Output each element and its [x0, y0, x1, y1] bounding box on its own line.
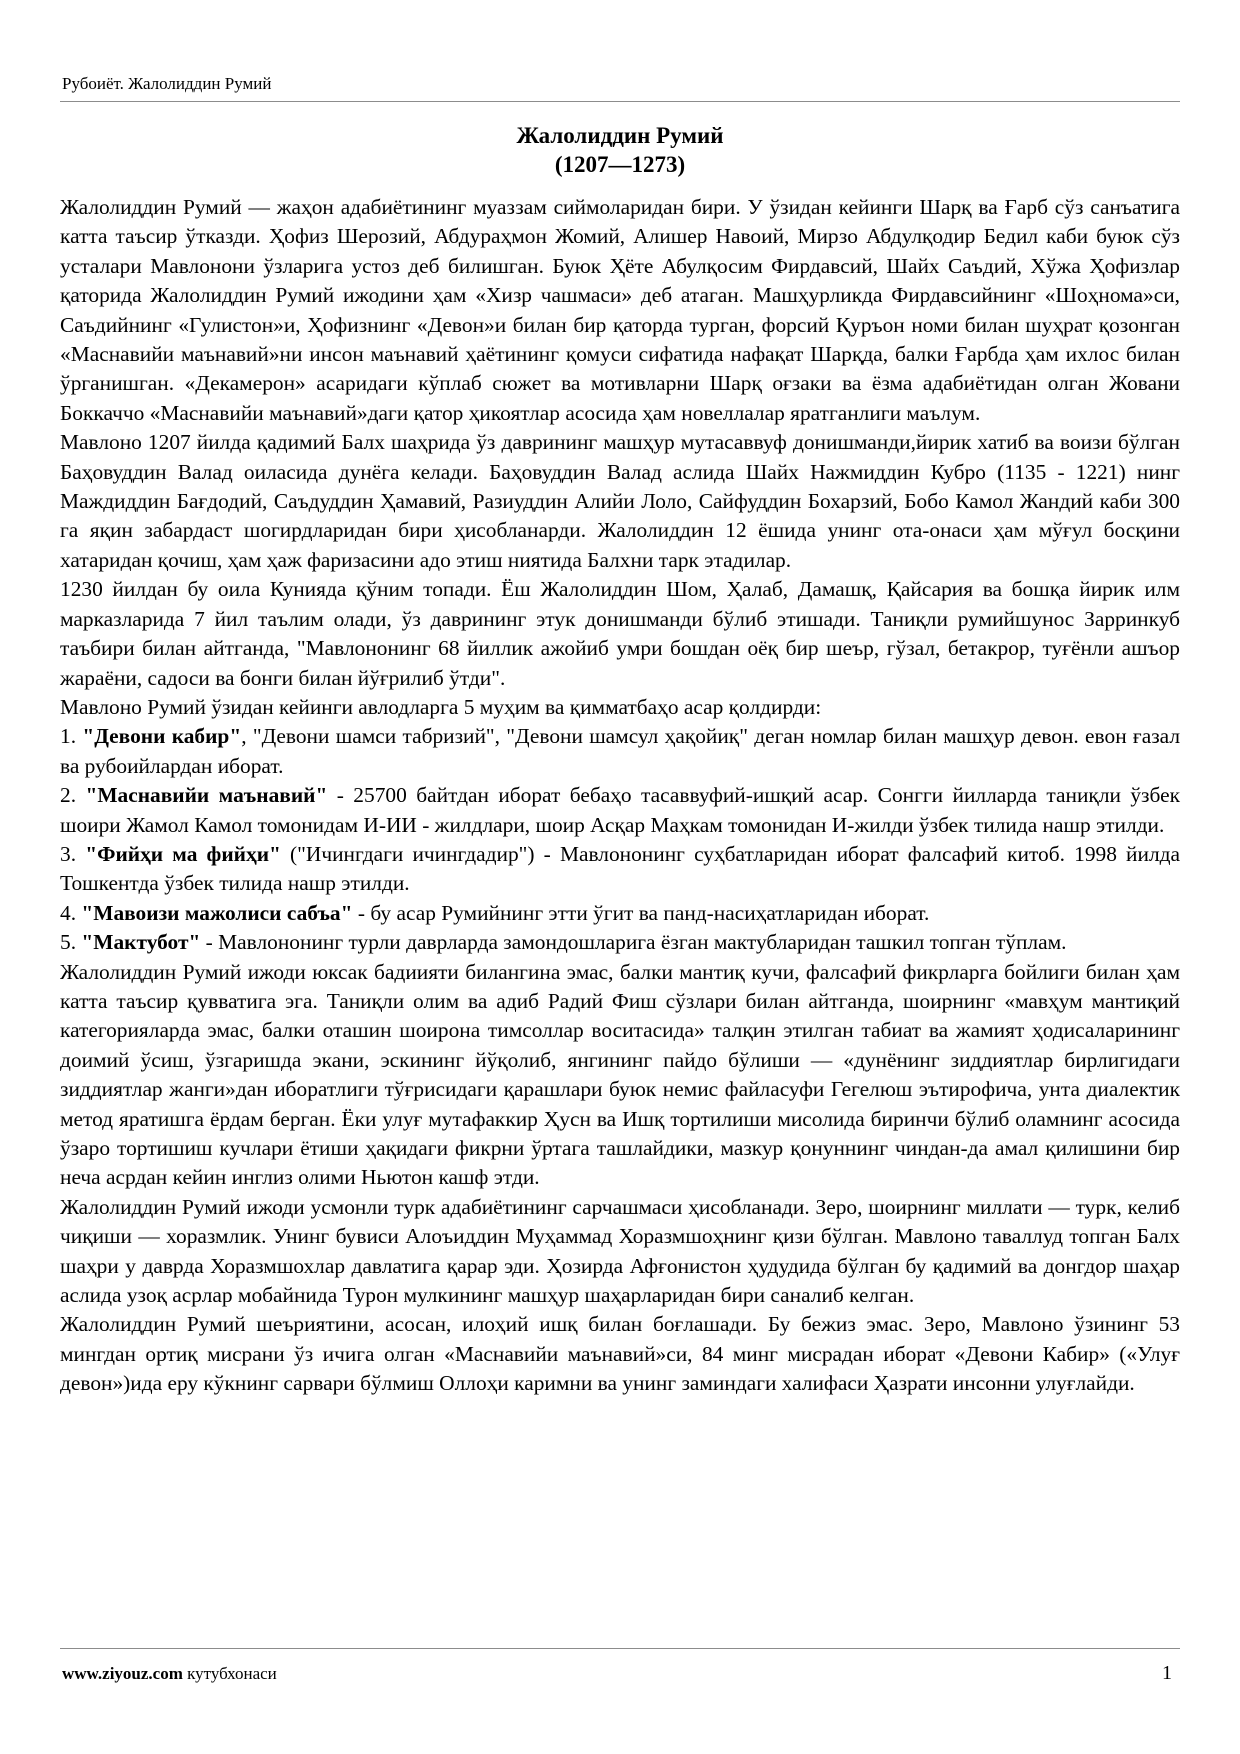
header-rule — [60, 101, 1180, 102]
work-item — [60, 840, 1180, 899]
paragraph-intro: Жалолиддин Румий — жаҳон адабиётининг муаззам сиймоларидан бири. У ўзидан кейинги Шарқ ва Ғарб сўз санъатига катта таъсир ўтказди. Ҳофиз Шерозий, Абдураҳмон Жомий, Алишер Навоий, Мирзо Абдулқодир Бедил каби буюк сўз усталари Мавлонони ўзларига устоз деб билишган. Буюк Ҳёте Абулқосим Фирдавсий, Шайх Саъдий, Хўжа Ҳофизлар қаторида Жалолиддин Румий ижодини ҳам «Хизр чашмаси» деб атаган. Машҳурликда Фирдавсийнинг «Шоҳнома»си, Саъдийнинг «Гулистон»и, Ҳофизнинг «Девон»и билан бир қаторда турган, форсий Қуръон номи билан шуҳрат қозонган «Маснавийи маънавий»ни инсон маънавий ҳаётининг қомуси сифатида нафақат Шарқда, балки Ғарбда ҳам ихлос билан ўрганишган. «Декамерон» асаридаги кўплаб сюжет ва мотивларни Шарқ оғзаки ва ёзма адабиётидан олган Жовани Боккаччо «Маснавийи маънавий»даги қатор ҳикоятлар асосида ҳам новеллалар яратганлиги маълум. — [60, 195, 1180, 425]
paragraph-origin: Жалолиддин Румий ижоди усмонли турк адабиётининг сарчашмаси ҳисобланади. Зеро, шоирнинг миллати — турк, келиб чиқиши — хоразмлик. Унинг бувиси Алоъиддин Муҳаммад Хоразмшоҳнинг қизи бўлган. Мавлоно таваллуд топган Балх шаҳри у даврда Хоразмшохлар давлатига қарар эди. Ҳозирда Афғонистон ҳудудида бўлган бу қадимий ва донгдор шаҳар аслида узоқ асрлар мобайнида Турон мулкининг машҳур шаҳарларидан бири саналиб келган. — [60, 1194, 1180, 1308]
footer-rule — [60, 1648, 1180, 1649]
document-title — [60, 121, 1180, 179]
work-number: 5. — [60, 930, 82, 955]
paragraph-divine-love: Жалолиддин Румий шеъриятини, асосан, илоҳий ишқ билан боғлашади. Бу бежиз эмас. Зеро, Мавлоно ўзининг 53 мингдан ортиқ мисрани ўз ичига олган «Маснавийи маънавий»си, 84 минг мисрадан иборат «Девони Кабир» («Улуғ девон»)ида еру кўкнинг сарвари бўлмиш Оллоҳи каримни ва унинг заминдаги халифаси Ҳазрати инсонни улуғлайди. — [60, 1312, 1180, 1396]
work-description: ("Ичингдаги ичингдадир") - Мавлононинг суҳбатларидан иборат фалсафий китоб. 1998 йилда Тошкентда ўзбек тилида нашр этилди. — [60, 841, 1180, 896]
paragraph-konya: 1230 йилдан бу оила Кунияда қўним топади. Ёш Жалолиддин Шом, Ҳалаб, Дамашқ, Қайсария ва бошқа йирик илм марказларида 7 йил таълим олади, ўз даврининг этук донишманди бўлиб этишади. Таниқли румийшунос Зарринкуб таъбири билан айтганда, "Мавлононинг 68 йиллик ажойиб умри бошдан оёқ бир шеър, гўзал, бетакрор, туғёнли ашъор жараёни, садоси ва бонги билан йўғрилиб ўтди". — [60, 577, 1180, 690]
work-title: "Мактубот" — [81, 930, 201, 955]
work-number: 4. — [60, 900, 82, 925]
work-title: "Мавоизи мажолиси сабъа" — [81, 900, 353, 925]
paragraph-works-intro: Мавлоно Румий ўзидан кейинги авлодларга 5 муҳим ва қимматбаҳо асар қолдирди: — [60, 694, 822, 719]
paragraph-philosophy: Жалолиддин Румий ижоди юксак бадиияти билангина эмас, балки мантиқ кучи, фалсафий фикрларга бойлиги билан ҳам катта таъсир қувватига эга. Таниқли олим ва адиб Радий Фиш сўзлари билан айтганда, шоирнинг «мавҳум мантиқий категорияларда эмас, балки оташин шоирона тимсоллар воситасида» талқин этилган табиат ва жамият ҳодисаларининг доимий ўсиш, ўзгаришда экани, эскининг йўқолиб, янгининг пайдо бўлиши — «дунёнинг зиддиятлар бирлигидаги зиддиятлар жанги»дан иборатлиги тўғрисидаги қарашлари буюк немис файласуфи Гегелюш эътирофича, унта диалектик метод яратишга ёрдам берган. Ёки улуғ мутафаккир Ҳусн ва Ишқ тортилиши мисолида биринчи бўлиб оламнинг асосида ўзаро тортишиш кучлари ётиши ҳақидаги фикрни ўртага ташлайдики, мазкур қонуннинг чиндан-да амал қилишини бир неча асрдан кейин инглиз олими Ньютон кашф этди. — [60, 959, 1180, 1190]
work-number: 3. — [60, 841, 86, 866]
work-item — [60, 899, 1180, 928]
work-description: - бу асар Румийнинг этти ўгит ва панд-насиҳатларидан иборат. — [352, 900, 930, 925]
work-item — [60, 722, 1180, 781]
work-title: "Девони кабир" — [82, 724, 242, 749]
running-header: Рубоиёт. Жалолиддин Румий — [62, 74, 272, 93]
work-description: - Мавлононинг турли даврларда замондошларига ёзган мактубларидан ташкил топган тўплам. — [200, 930, 1067, 955]
work-item — [60, 928, 1180, 957]
footer-library-label: кутубхонаси — [182, 1664, 277, 1683]
work-description: - 25700 байтдан иборат бебаҳо тасаввуфий-ишқий асар. Сонгги йилларда таниқли ўзбек шоири Жамол Камол томонидам И-ИИ - жилдлари, шоир Асқар Маҳкам томонидан И-жилди ўзбек тилида нашр этилди. — [60, 783, 1180, 837]
work-description: , "Девони шамси табризий", "Девони шамсул ҳақойиқ" деган номлар билан машҳур девон. евон ғазал ва рубоийлардан иборат. — [60, 724, 1180, 778]
title-years: (1207—1273) — [554, 152, 686, 177]
document-body — [60, 193, 1180, 1399]
work-item — [60, 781, 1180, 840]
footer-site-link[interactable]: www.ziyouz.com — [62, 1664, 183, 1683]
page-number: 1 — [1162, 1662, 1172, 1684]
work-title: "Фийҳи ма фийҳи" — [85, 841, 281, 866]
title-name: Жалолиддин Румий — [516, 123, 724, 148]
work-number: 1. — [60, 724, 83, 749]
work-title: "Маснавийи маънавий" — [85, 783, 328, 808]
work-number: 2. — [60, 783, 86, 808]
paragraph-birth: Мавлоно 1207 йилда қадимий Балх шаҳрида ўз даврининг машҳур мутасаввуф донишманди,йирик хатиб ва воизи бўлган Баҳовуддин Валад оиласида дунёга келади. Баҳовуддин Валад аслида Шайх Нажмиддин Кубро (1135 - 1221) нинг Маждиддин Бағдодий, Саъдуддин Ҳамавий, Разиуддин Алийи Лоло, Сайфуддин Бохарзий, Бобо Камол Жандий каби 300 га яқин забардаст шогирдларидан бири ҳисобланарди. Жалолиддин 12 ёшида унинг ота-онаси ҳам мўғул босқини хатаридан қочиш, ҳам ҳаж фаризасини адо этиш ниятида Балхни тарк этадилар. — [60, 430, 1180, 572]
footer — [62, 1664, 277, 1684]
